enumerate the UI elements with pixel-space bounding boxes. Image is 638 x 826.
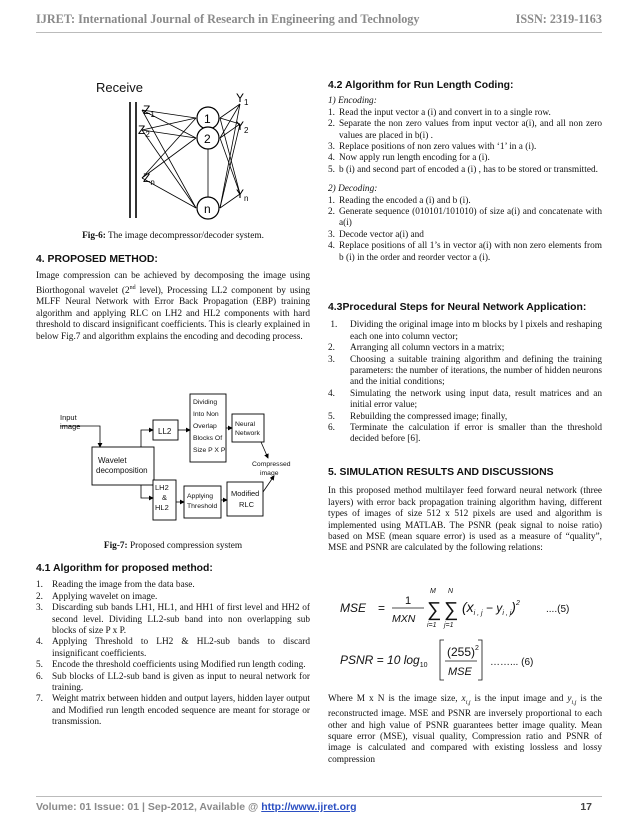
output-node-n: $Y_n$ bbox=[236, 187, 249, 203]
rlc-label: Modified RLC bbox=[231, 489, 260, 509]
svg-text:i=1: i=1 bbox=[427, 622, 437, 629]
list-item: 1. Reading the encoded a (i) and b (i). bbox=[328, 195, 471, 206]
section-4-paragraph: Image compression can be achieved by decomposing the image using Biorthogonal wavelet (2nd level), Processing LL2 component by using MLFF Neural Network with Error Back Propagation (EBP) training algorithm and applying RLC on LH2 and HL2 components with hard threshold to discard insignificant coefficients. This is clearly explained in below Fig.7 and algorithm explains the encoding and decoding process. bbox=[36, 271, 310, 342]
section-5-paragraph-2: Where M x N is the image size, $x_{i,j}$ is the input image and $y_{i,j}$ is the reconstructed image. MSE and PSNR are inversely proportional to each other and high value of PSNR guarantees better image quality. Mean square error (MSE), visual quality, Compression ratio and PSNR of image is calculated and compared with existing lossless and lossy compression bbox=[328, 694, 602, 765]
section-4-3 bbox=[328, 302, 602, 446]
list-item: 1. Dividing the original image into m blocks by l pixels and reshaping each one into column vector; bbox=[328, 320, 602, 342]
journal-title: IJRET: International Journal of Research in Engineering and Technology bbox=[36, 12, 420, 26]
list-item: 6. Sub blocks of LL2-sub band is given as input to neural network for training. bbox=[36, 671, 310, 694]
encoding-label: 1) Encoding: bbox=[328, 96, 377, 107]
page-footer bbox=[36, 796, 602, 813]
threshold-label: Applying Threshold bbox=[187, 493, 218, 510]
list-item: 4. Now apply run length encoding for a (i). bbox=[328, 153, 490, 164]
section-4-2-title: 4.2 Algorithm for Run Length Coding: bbox=[328, 80, 514, 91]
section-5-paragraph: In this proposed method multilayer feed forward neural network (three layers) with error back propagation training algorithm having, different types of images of size 512 x 512 pixels are used and algorithm is implemented using MATLAB. The PSNR (peak signal to noise ratio) based on MSE (mean square error) is used as a measure of “quality”, MSE and PSNR are calculated by the following relations: bbox=[328, 486, 602, 554]
input-node-2: $Z_2$ bbox=[138, 123, 150, 139]
section-4-3-list bbox=[328, 320, 602, 445]
compressed-image-label: Compressed image bbox=[252, 461, 291, 477]
list-item: 1. Reading the image from the data base. bbox=[36, 580, 195, 591]
list-item: 2. Applying wavelet on image. bbox=[36, 591, 158, 602]
section-5-title: 5. SIMULATION RESULTS AND DISCUSSIONS bbox=[328, 467, 554, 478]
section-5 bbox=[328, 467, 602, 555]
svg-text:∑: ∑ bbox=[444, 599, 459, 621]
section-4-1 bbox=[36, 563, 310, 729]
input-image-label: Input image bbox=[60, 413, 81, 431]
section-4-title: 4. PROPOSED METHOD: bbox=[36, 254, 158, 265]
rlc-box bbox=[227, 482, 263, 516]
list-item: 6. Terminate the calculation if error is smaller than the threshold decided before [6]. bbox=[328, 423, 602, 445]
fig6-connections bbox=[142, 104, 240, 208]
section-4-1-title: 4.1 Algorithm for proposed method: bbox=[36, 563, 213, 574]
lh2-hl2-label: LH2 & HL2 bbox=[155, 483, 169, 512]
page-header bbox=[36, 10, 602, 33]
section-4-2 bbox=[328, 80, 602, 264]
list-item: 4. Replace positions of all 1’s in vector a(i) with non zero elements from b (i) in the order and reorder vector a (i). bbox=[328, 241, 602, 263]
list-item: 4. Applying Threshold to LH2 & HL2-sub bands to discard insignificant coefficients. bbox=[36, 637, 310, 659]
ll2-label: LL2 bbox=[158, 427, 172, 436]
svg-text:(xi , j − yi , j)2: $(x_{i , j} - y_{i , j})^2$ bbox=[462, 599, 520, 617]
svg-text:=: = bbox=[378, 601, 386, 615]
volume-info: Volume: 01 Issue: 01 | Sep-2012, Available @ bbox=[36, 801, 259, 813]
neural-network-box bbox=[232, 414, 264, 442]
input-node-n: $Z_n$ bbox=[143, 171, 155, 187]
fig7-compression-diagram bbox=[56, 392, 296, 532]
svg-text:....(5): ....(5) bbox=[546, 604, 570, 615]
list-item: 3. Decode vector a(i) and bbox=[328, 229, 424, 240]
section-4-1-list bbox=[36, 580, 310, 728]
list-item: 5. Rebuilding the compressed image; finally, bbox=[328, 411, 508, 422]
decoding-label: 2) Decoding: bbox=[328, 184, 378, 195]
page-number: 17 bbox=[580, 801, 592, 813]
fig6-caption: Fig-6: The image decompressor/decoder system. bbox=[82, 231, 264, 241]
issn: ISSN: 2319-1163 bbox=[515, 12, 602, 26]
svg-text:……... (6): ……... (6) bbox=[490, 657, 534, 668]
fig6-decoder-diagram bbox=[90, 78, 280, 223]
svg-text:∑: ∑ bbox=[427, 599, 442, 621]
list-item: 5. Encode the threshold coefficients using Modified run length coding. bbox=[36, 660, 306, 671]
list-item: 2. Separate the non zero values from input vector a(i), and all non zero values are placed in b(i) . bbox=[328, 119, 602, 141]
list-item: 5. b (i) and second part of encoded a (i) , has to be stored or transmitted. bbox=[328, 164, 598, 175]
list-item: 3. Replace positions of non zero values with ‘1’ in a (i). bbox=[328, 142, 537, 153]
dividing-label: Dividing Into Non Overlap Blocks Of Size P X P bbox=[193, 399, 226, 454]
equation-psnr bbox=[338, 636, 598, 682]
svg-text:(255)2: $(255)^2$ bbox=[447, 645, 479, 659]
svg-text:MSE: MSE bbox=[448, 666, 472, 678]
decoding-list bbox=[328, 196, 602, 264]
encoding-list bbox=[328, 108, 602, 176]
svg-text:M: M bbox=[430, 588, 436, 595]
svg-text:N: N bbox=[448, 588, 454, 595]
input-node-1: $Z_1$ bbox=[143, 103, 155, 119]
hidden-node-2-label: 2 bbox=[204, 132, 211, 146]
threshold-box bbox=[184, 486, 221, 518]
svg-text:PSNR = 10 log10: PSNR = 10 $\log_{10}$ bbox=[340, 653, 428, 669]
list-item: 1. Read the input vector a (i) and convert in to a single row. bbox=[328, 107, 551, 118]
fig7-caption: Fig-7: Proposed compression system bbox=[103, 541, 243, 551]
svg-text:MSE: MSE bbox=[340, 601, 367, 615]
svg-text:MXN: MXN bbox=[392, 613, 416, 625]
journal-link[interactable]: http://www.ijret.org bbox=[261, 801, 357, 813]
output-node-1: $Y_1$ bbox=[236, 91, 249, 107]
wavelet-label: Wavelet decomposition bbox=[96, 456, 148, 475]
receive-label: Receive bbox=[96, 80, 143, 95]
section-4 bbox=[36, 254, 310, 343]
svg-text:j=1: j=1 bbox=[444, 622, 454, 629]
output-node-2: $Y_2$ bbox=[236, 119, 249, 135]
list-item: 3. Choosing a suitable training algorithm and defining the training parameters: the number of iterations, the number of hidden neurons and the initial conditions; bbox=[328, 354, 602, 388]
list-item: 2. Arranging all column vectors in a matrix; bbox=[328, 343, 505, 354]
equation-mse bbox=[338, 584, 598, 632]
list-item: 7. Weight matrix between hidden and output layers, hidden layer output and Modified run length encoded sequence are meant for storage or transmission. bbox=[36, 694, 310, 728]
list-item: 2. Generate sequence (010101/101010) of size a(i) and concatenate with a(i) bbox=[328, 207, 602, 229]
hidden-node-n-label: n bbox=[204, 202, 211, 216]
list-item: 4. Simulating the network using input data, result matrices and an initial error value; bbox=[328, 388, 602, 411]
list-item: 3. Discarding sub bands LH1, HL1, and HH1 of first level and HH2 of second level. Dividing LL2-sub band into non overlapping sub blocks of size P x P. bbox=[36, 603, 310, 637]
svg-text:1: 1 bbox=[405, 595, 412, 607]
neural-network-label: Neural Network bbox=[235, 421, 260, 437]
hidden-node-1-label: 1 bbox=[204, 112, 211, 126]
section-4-3-title: 4.3Procedural Steps for Neural Network Application: bbox=[328, 302, 587, 313]
